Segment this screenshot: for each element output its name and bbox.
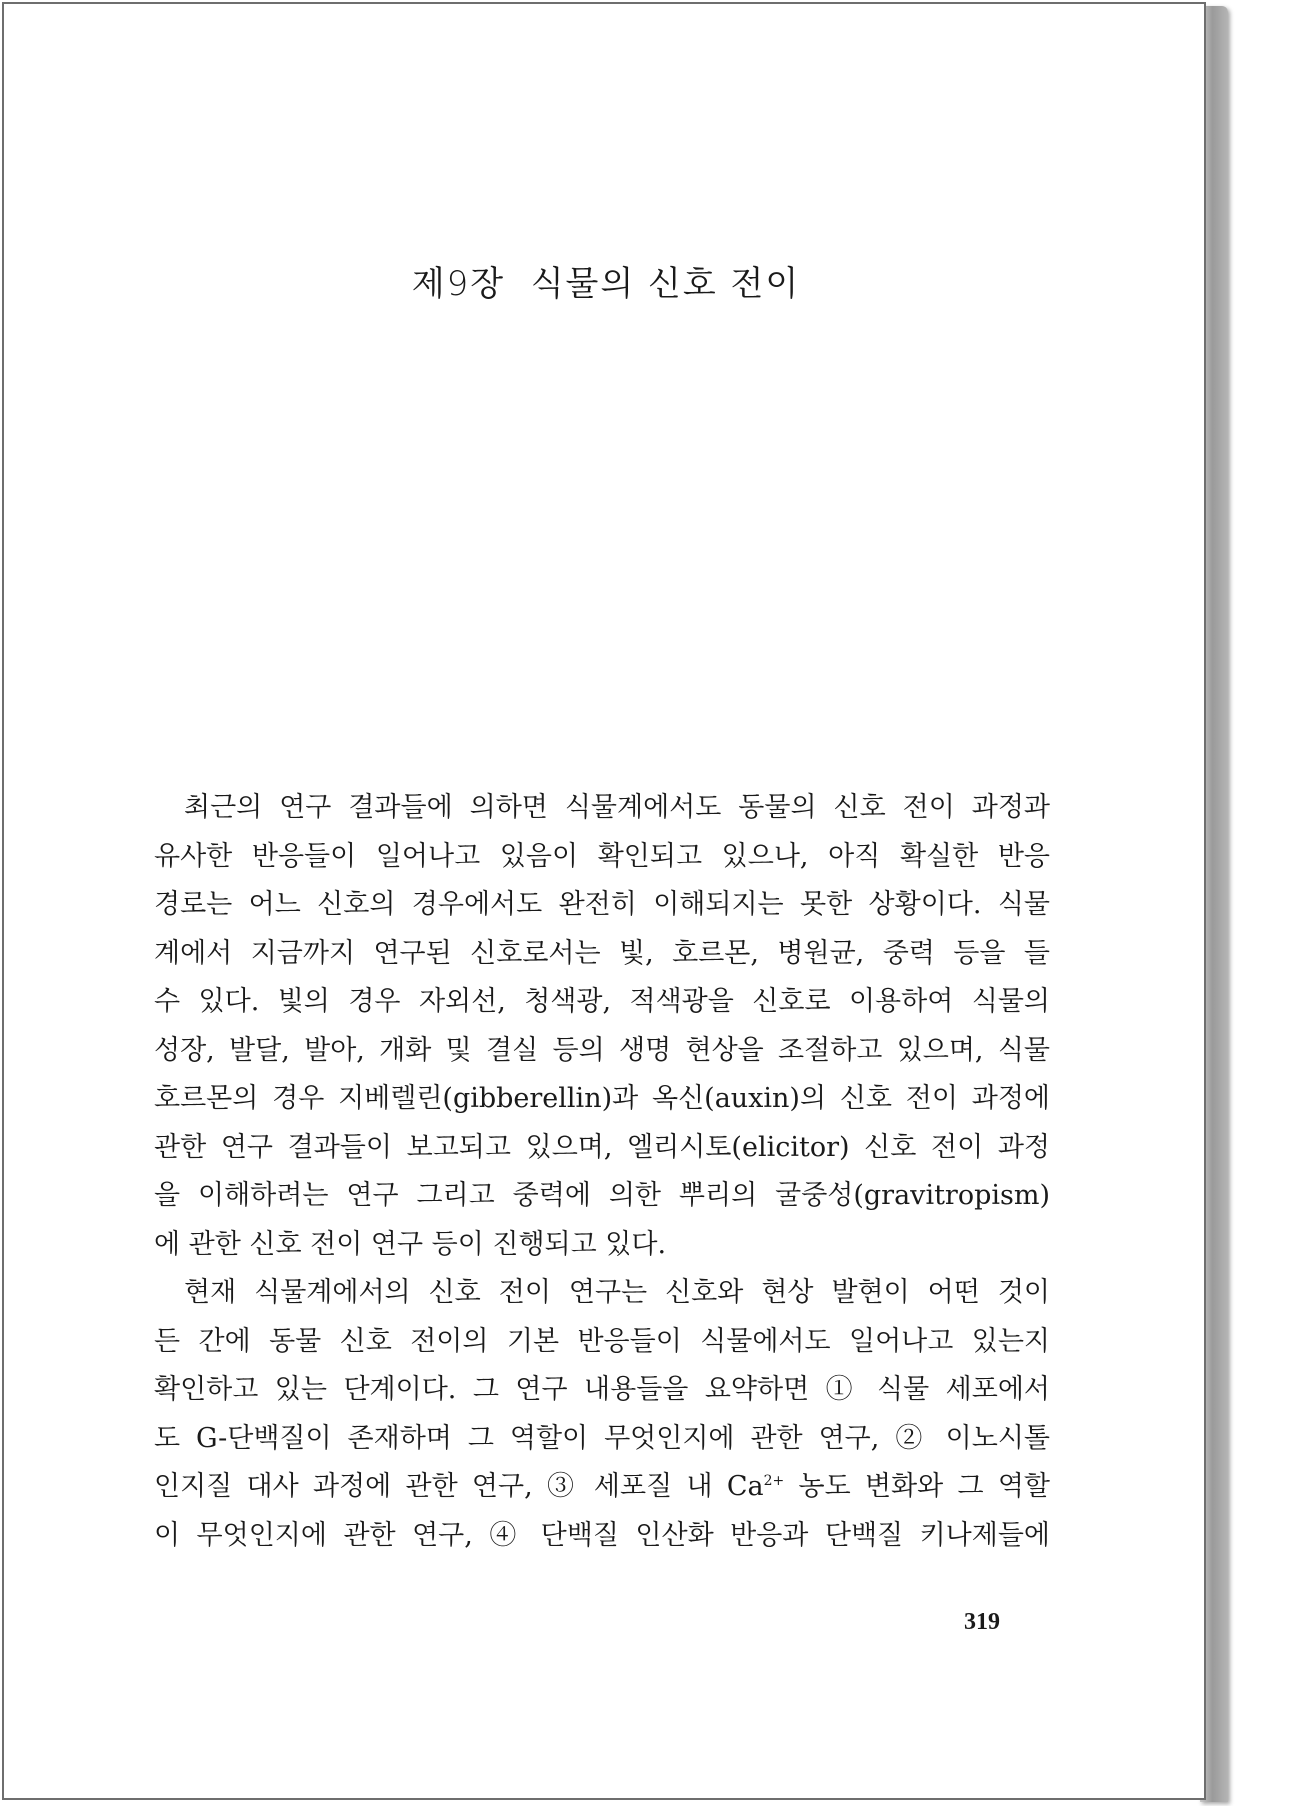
text-line: 을 이해하려는 연구 그리고 중력에 의한 뿌리의 굴중성(gravitropism) xyxy=(154,1180,1050,1211)
book-page xyxy=(2,2,1206,1800)
text-line: 경로는 어느 신호의 경우에서도 완전히 이해되지는 못한 상황이다. 식물 xyxy=(154,889,1050,920)
text-line: 유사한 반응들이 일어나고 있음이 확인되고 있으나, 아직 확실한 반응 xyxy=(154,840,1050,872)
text-line: 이 무엇인지에 관한 연구, ④ 단백질 인산화 반응과 단백질 키나제들에 xyxy=(154,1519,1050,1551)
text-line: 도 G-단백질이 존재하며 그 역할이 무엇인지에 관한 연구, ② 이노시톨 xyxy=(154,1422,1050,1454)
text-segment: 농도 변화와 그 역할 xyxy=(784,1471,1050,1502)
text-line: 에 관한 신호 전이 연구 등이 진행되고 있다. xyxy=(154,1228,667,1260)
text-line: 든 간에 동물 신호 전이의 기본 반응들이 식물에서도 일어나고 있는지 xyxy=(154,1325,1050,1357)
text-line: 수 있다. 빛의 경우 자외선, 청색광, 적색광을 신호로 이용하여 식물의 xyxy=(154,986,1050,1017)
page-number: 319 xyxy=(964,1609,1000,1635)
superscript-charge: 2+ xyxy=(763,1473,785,1489)
text-line: 최근의 연구 결과들에 의하면 식물계에서도 동물의 신호 전이 과정과 xyxy=(184,792,1050,823)
body-text xyxy=(154,784,1050,1560)
text-line: 계에서 지금까지 연구된 신호로서는 빛, 호르몬, 병원균, 중력 등을 들 xyxy=(154,937,1051,969)
text-line-with-superscript xyxy=(154,1463,1050,1512)
text-line: 성장, 발달, 발아, 개화 및 결실 등의 생명 현상을 조절하고 있으며, 식물 xyxy=(154,1034,1050,1066)
text-segment: 인지질 대사 과정에 관한 연구, ③ 세포질 내 Ca xyxy=(154,1471,764,1502)
text-line: 확인하고 있는 단계이다. 그 연구 내용들을 요약하면 ① 식물 세포에서 xyxy=(154,1374,1050,1405)
text-line: 관한 연구 결과들이 보고되고 있으며, 엘리시토(elicitor) 신호 전이 과정 xyxy=(154,1131,1050,1163)
text-line: 호르몬의 경우 지베렐린(gibberellin)과 옥신(auxin)의 신호 전이 과정에 xyxy=(154,1083,1050,1114)
text-line: 현재 식물계에서의 신호 전이 연구는 신호와 현상 발현이 어떤 것이 xyxy=(184,1277,1050,1308)
chapter-title: 제9장 식물의 신호 전이 xyxy=(411,264,801,304)
